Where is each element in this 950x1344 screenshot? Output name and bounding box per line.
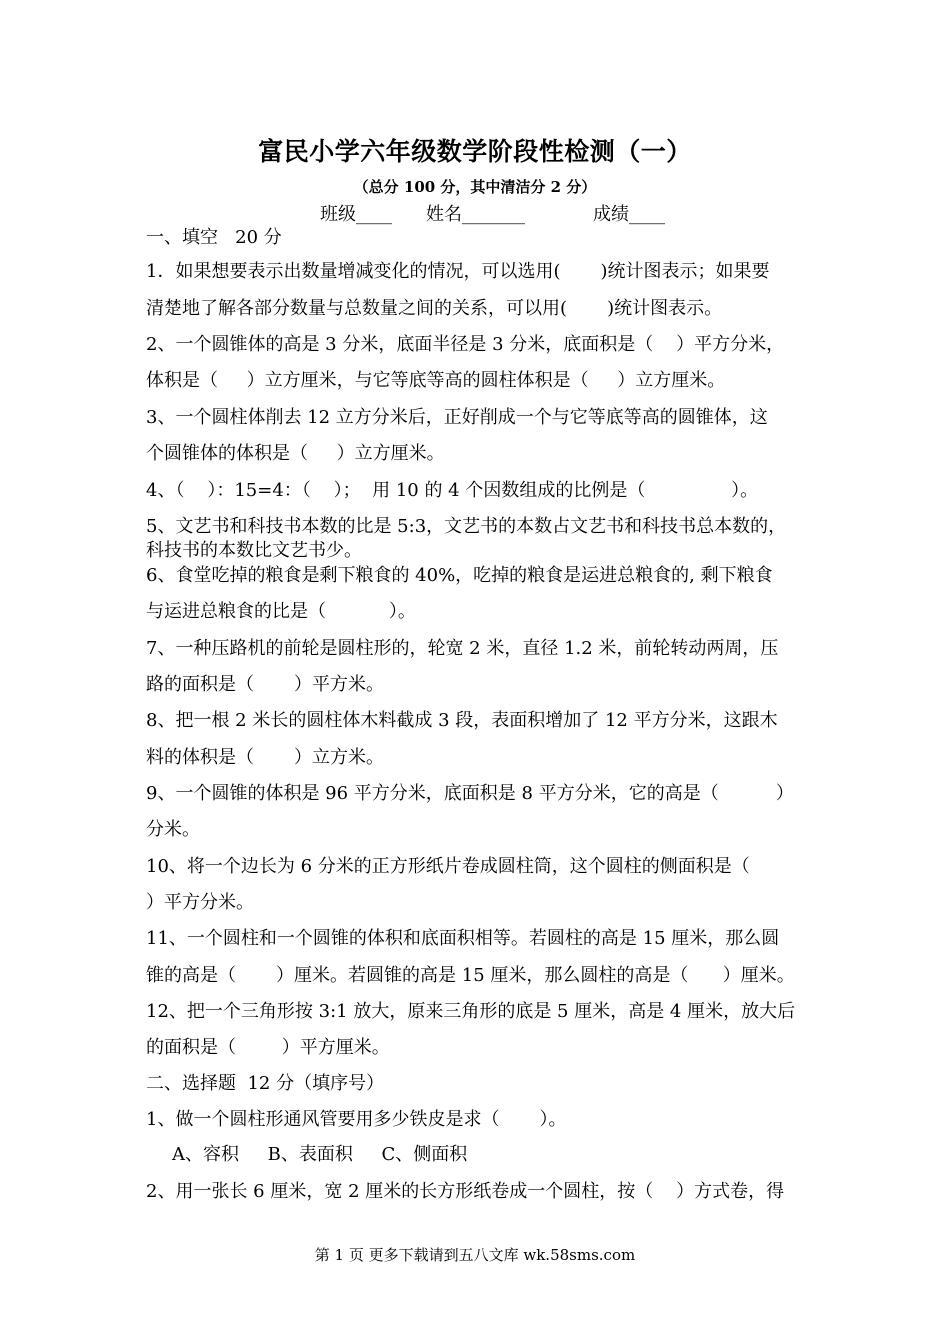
student-info-row — [0, 200, 950, 228]
question-10-line-2: ）平方分米。 — [146, 892, 254, 913]
question-2-line-2: 体积是（ ）立方厘米，与它等底等高的圆柱体积是（ ）立方厘米。 — [146, 370, 726, 391]
question-3-line-1: 3、一个圆柱体削去 12 立方分米后，正好削成一个与它等底等高的圆锥体，这 — [146, 407, 768, 428]
section-heading-fill-in: 一、填空 20 分 — [146, 227, 282, 248]
question-5-line-2: 科技书的本数比文艺书少。 — [146, 540, 362, 561]
score-field-label: 成绩____ — [593, 204, 665, 225]
question-4-line-1: 4、（ ）：15=4：（ ）； 用 10 的 4 个因数组成的比例是（ ）。 — [146, 480, 759, 501]
choice-question-2-line-1: 2、用一张长 6 厘米，宽 2 厘米的长方形纸卷成一个圆柱，按（ ）方式卷，得 — [146, 1181, 785, 1202]
question-9-line-2: 分米。 — [146, 819, 200, 840]
question-12-line-1: 12、把一个三角形按 3:1 放大，原来三角形的底是 5 厘米，高是 4 厘米，放大后 — [146, 1001, 796, 1022]
question-7-line-1: 7、一种压路机的前轮是圆柱形的，轮宽 2 米，直径 1.2 米，前轮转动两周，压 — [146, 638, 779, 659]
class-field-label: 班级____ — [320, 204, 392, 225]
choice-question-1-line-1: 1、做一个圆柱形通风管要用多少铁皮是求（ ）。 — [146, 1109, 567, 1130]
question-11-line-1: 11、一个圆柱和一个圆锥的体积和底面积相等。若圆柱的高是 15 厘米，那么圆 — [146, 928, 780, 949]
question-8-line-1: 8、把一根 2 米长的圆柱体木料截成 3 段，表面积增加了 12 平方分米，这跟木 — [146, 710, 778, 731]
page-footer: 第 1 页 更多下载请到五八文库 wk.58sms.com — [314, 1246, 636, 1264]
question-8-line-2: 料的体积是（ ）立方米。 — [146, 747, 385, 768]
choice-question-1-options: A、容积 B、表面积 C、侧面积 — [172, 1144, 468, 1165]
question-3-line-2: 个圆锥体的体积是（ ）立方厘米。 — [146, 443, 445, 464]
question-11-line-2: 锥的高是（ ）厘米。若圆锥的高是 15 厘米，那么圆柱的高是（ ）厘米。 — [146, 965, 795, 986]
page-subtitle: （总分 100 分，其中清洁分 2 分） — [353, 178, 597, 196]
name-field-label: 姓名_______ — [426, 204, 525, 225]
question-6-line-1: 6、食堂吃掉的粮食是剩下粮食的 40%，吃掉的粮食是运进总粮食的, 剩下粮食 — [146, 565, 773, 586]
question-2-line-1: 2、一个圆锥体的高是 3 分米，底面半径是 3 分米，底面积是（ ）平方分米， — [146, 334, 785, 355]
question-12-line-2: 的面积是（ ）平方厘米。 — [146, 1037, 390, 1058]
question-1-line-2: 清楚地了解各部分数量与总数量之间的关系，可以用( )统计图表示。 — [146, 298, 723, 319]
section-heading-multiple-choice: 二、选择题 12 分（填序号） — [146, 1073, 385, 1094]
question-7-line-2: 路的面积是（ ）平方米。 — [146, 674, 385, 695]
question-10-line-1: 10、将一个边长为 6 分米的正方形纸片卷成圆柱筒，这个圆柱的侧面积是（ — [146, 856, 750, 877]
page-title: 富民小学六年级数学阶段性检测（一） — [258, 137, 692, 166]
question-1-line-1: 1．如果想要表示出数量增减变化的情况，可以选用( )统计图表示；如果要 — [146, 261, 770, 282]
question-5-line-1: 5、文艺书和科技书本数的比是 5:3，文艺书的本数占文艺书和科技书总本数的， — [146, 516, 787, 537]
question-9-line-1: 9、一个圆锥的体积是 96 平方分米，底面积是 8 平方分米，它的高是（ ） — [146, 783, 794, 804]
question-6-line-2: 与运进总粮食的比是（ ）。 — [146, 601, 416, 622]
